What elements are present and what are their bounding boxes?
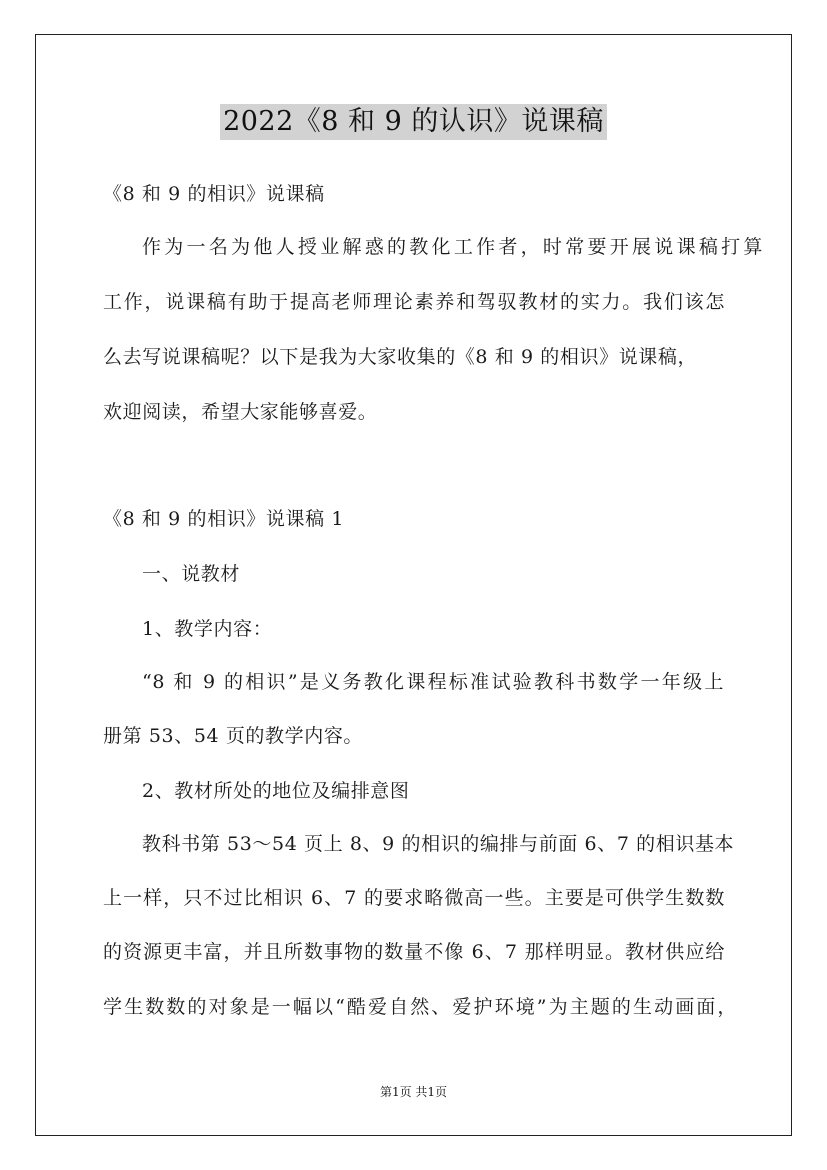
intro-line-1: 作为一名为他人授业解惑的教化工作者，时常要开展说课稿打算 <box>142 236 763 258</box>
intro-line-4: 欢迎阅读，希望大家能够喜爱。 <box>103 401 378 423</box>
position-line-2: 上一样，只不过比相识 6、7 的要求略微高一些。主要是可供学生数数 <box>103 887 725 909</box>
heading-teaching-material: 一、说教材 <box>142 563 241 585</box>
document-title: 2022《8 和 9 的认识》说课稿 <box>220 104 607 140</box>
title-container <box>0 104 827 140</box>
content-line-1: “8 和 9 的相识”是义务教化课程标准试验教科书数学一年级上 <box>142 671 724 693</box>
section-heading: 《8 和 9 的相识》说课稿 1 <box>103 508 345 530</box>
heading-material-position: 2、教材所处的地位及编排意图 <box>142 780 410 802</box>
heading-teaching-content: 1、教学内容： <box>142 618 273 640</box>
position-line-4: 学生数数的对象是一幅以“酷爱自然、爱护环境”为主题的生动画面， <box>103 996 737 1018</box>
page-footer: 第1页 共1页 <box>379 1085 448 1099</box>
document-subtitle: 《8 和 9 的相识》说课稿 <box>103 183 325 205</box>
position-line-1: 教科书第 53～54 页上 8、9 的相识的编排与前面 6、7 的相识基本 <box>142 833 735 855</box>
intro-line-3: 么去写说课稿呢？以下是我为大家收集的《8 和 9 的相识》说课稿， <box>103 346 698 368</box>
position-line-3: 的资源更丰富，并且所数事物的数量不像 6、7 那样明显。教材供应给 <box>103 941 725 963</box>
content-line-2: 册第 53、54 页的教学内容。 <box>103 725 364 747</box>
intro-line-2: 工作，说课稿有助于提高老师理论素养和驾驭教材的实力。我们该怎 <box>103 291 725 313</box>
